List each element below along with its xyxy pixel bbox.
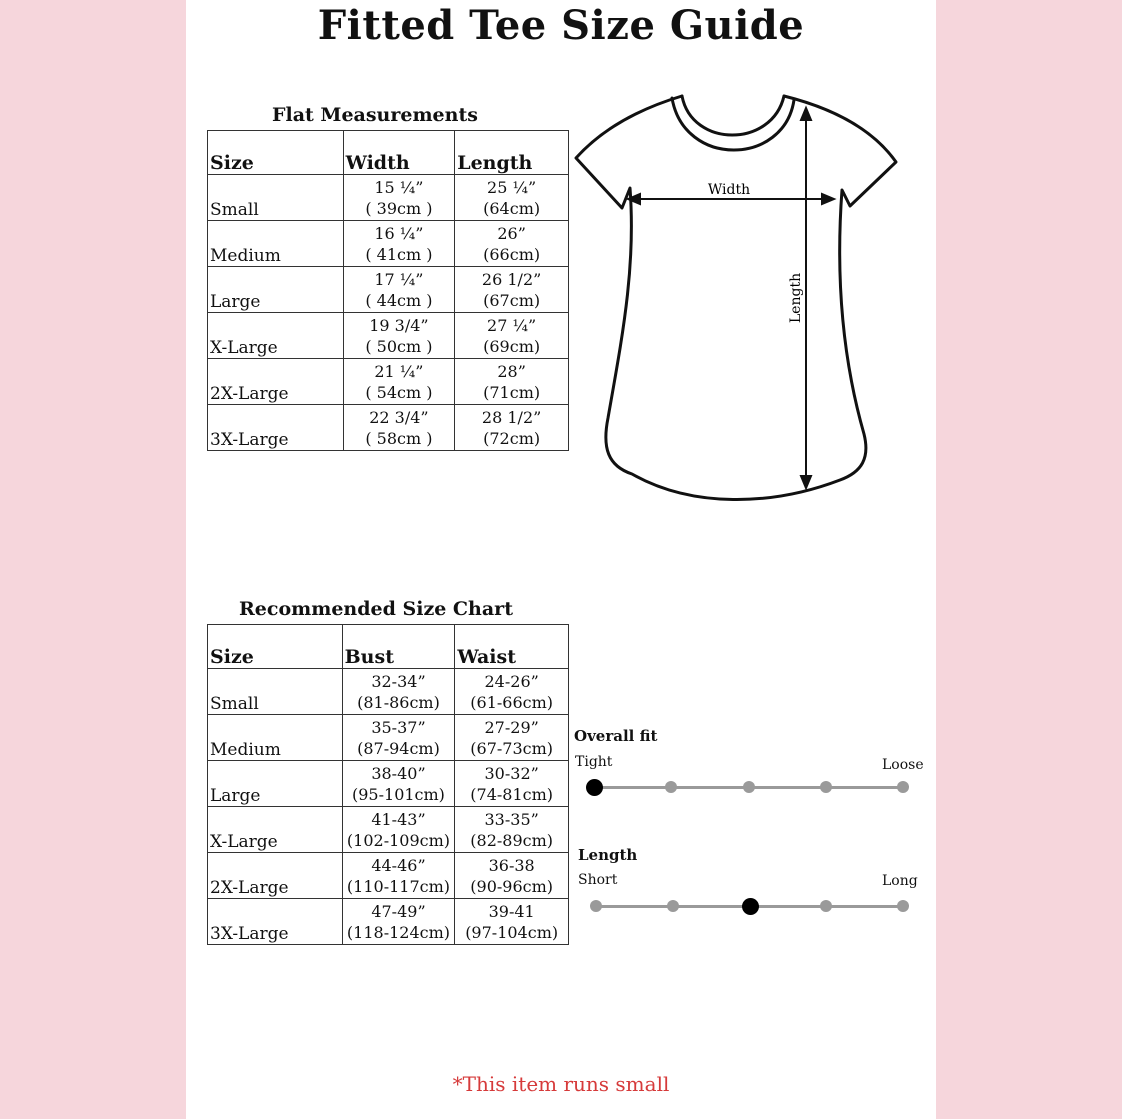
length-label: Length [788,272,804,324]
length-cell: 28” (71cm) [455,359,569,405]
recommended-chart-title: Recommended Size Chart [239,598,513,620]
flat-measurements-table [207,130,569,451]
scale-dot [820,900,832,912]
width-cell: 16 ¼” ( 41cm ) [343,221,455,267]
waist-cell: 24-26” (61-66cm) [455,669,569,715]
size-cell: 2X-Large [208,359,344,405]
scale-dot [897,781,909,793]
width-label: Width [707,182,751,198]
header-waist: Waist [455,625,569,669]
table-row [208,313,569,359]
size-cell: Small [208,669,343,715]
size-cell: Medium [208,221,344,267]
size-cell: 2X-Large [208,853,343,899]
length-fit-scale [596,894,903,918]
bust-cell: 35-37” (87-94cm) [342,715,455,761]
table-row [208,267,569,313]
bust-cell: 38-40” (95-101cm) [342,761,455,807]
header-width: Width [343,131,455,175]
neckline-icon [682,96,784,135]
scale-dot [665,781,677,793]
flat-measurements-title: Flat Measurements [272,104,478,126]
size-cell: X-Large [208,313,344,359]
table-row [208,359,569,405]
recommended-size-table [207,624,569,945]
scale-dot-selected [742,898,759,915]
waist-cell: 36-38 (90-96cm) [455,853,569,899]
table-row [208,761,569,807]
length-cell: 26 1/2” (67cm) [455,267,569,313]
table-header-row [208,131,569,175]
page-title: Fitted Tee Size Guide [317,2,805,49]
table-row [208,715,569,761]
length-cell: 28 1/2” (72cm) [455,405,569,451]
bust-cell: 44-46” (110-117cm) [342,853,455,899]
header-bust: Bust [342,625,455,669]
length-fit-title: Length [578,846,638,864]
header-size: Size [208,131,344,175]
header-size: Size [208,625,343,669]
bust-cell: 41-43” (102-109cm) [342,807,455,853]
table-row [208,669,569,715]
width-cell: 22 3/4” ( 58cm ) [343,405,455,451]
scale-dot [590,900,602,912]
width-cell: 17 ¼” ( 44cm ) [343,267,455,313]
neckline-inner-icon [672,98,794,150]
scale-dot [897,900,909,912]
size-cell: X-Large [208,807,343,853]
size-cell: Large [208,267,344,313]
runs-small-note: *This item runs small [452,1072,670,1096]
length-fit-left-label: Short [578,872,618,888]
scale-dot-selected [586,779,603,796]
waist-cell: 27-29” (67-73cm) [455,715,569,761]
waist-cell: 33-35” (82-89cm) [455,807,569,853]
overall-fit-scale [594,775,903,799]
width-cell: 21 ¼” ( 54cm ) [343,359,455,405]
bust-cell: 32-34” (81-86cm) [342,669,455,715]
scale-dot [743,781,755,793]
overall-fit-left-label: Tight [575,754,613,770]
waist-cell: 30-32” (74-81cm) [455,761,569,807]
size-cell: Small [208,175,344,221]
length-cell: 25 ¼” (64cm) [455,175,569,221]
bust-cell: 47-49” (118-124cm) [342,899,455,945]
size-cell: Large [208,761,343,807]
scale-dot [667,900,679,912]
table-row [208,221,569,267]
length-arrow-bottom-icon [801,476,811,488]
tshirt-outline-icon [576,96,896,500]
size-cell: 3X-Large [208,405,344,451]
table-header-row [208,625,569,669]
size-cell: 3X-Large [208,899,343,945]
scale-dot [820,781,832,793]
table-row [208,807,569,853]
table-row [208,175,569,221]
size-guide-sheet [186,0,936,1119]
header-length: Length [455,131,569,175]
overall-fit-title: Overall fit [574,727,658,745]
tshirt-diagram [572,88,912,508]
length-fit-right-label: Long [882,873,918,889]
length-cell: 26” (66cm) [455,221,569,267]
width-arrow-right-icon [822,194,834,204]
waist-cell: 39-41 (97-104cm) [455,899,569,945]
size-cell: Medium [208,715,343,761]
width-cell: 19 3/4” ( 50cm ) [343,313,455,359]
table-row [208,405,569,451]
length-cell: 27 ¼” (69cm) [455,313,569,359]
table-row [208,853,569,899]
overall-fit-right-label: Loose [882,757,924,773]
table-row [208,899,569,945]
length-arrow-top-icon [801,108,811,120]
width-cell: 15 ¼” ( 39cm ) [343,175,455,221]
